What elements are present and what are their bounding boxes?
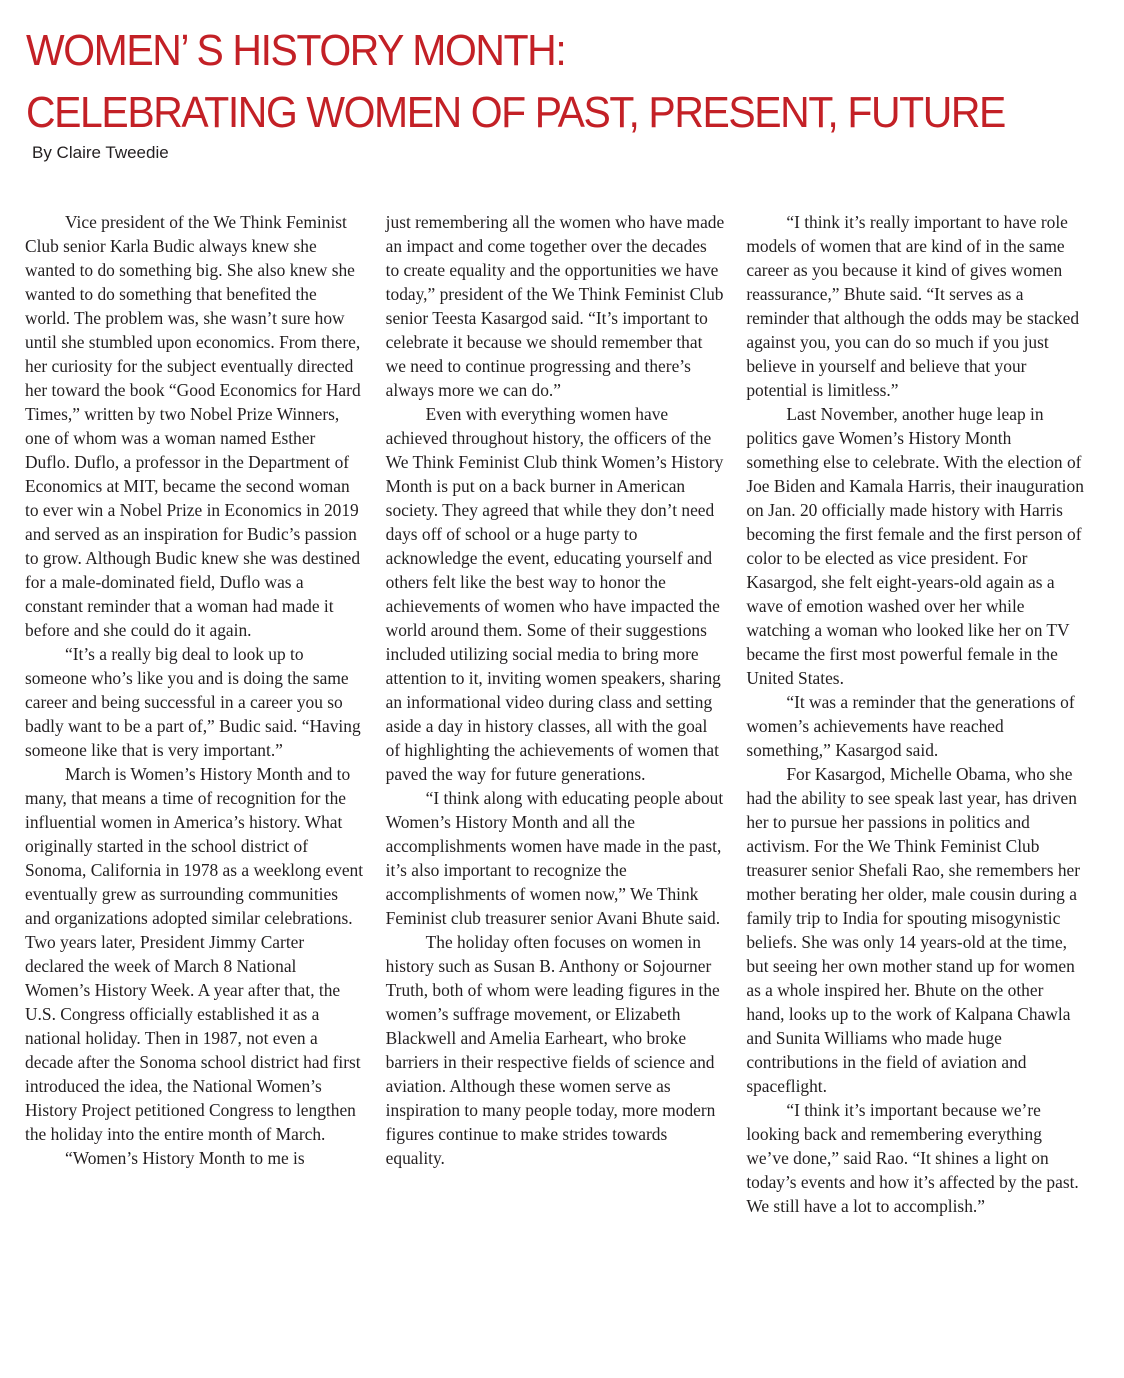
paragraph: Even with everything women have achieved throughout history, the officers of the We Think Feminist Club think Women’s History Month is put on a back burner in American society. They agreed that while they don’t need days off of school or a huge party to acknowledge the event, educating yourself and others felt like the best way to honor the achievements of women who have impacted the world around them. Some of their suggestions included utilizing social media to bring more attention to it, inviting women speakers, sharing an informational video during class and setting aside a day in history classes, all with the goal of highlighting the achievements of women that paved the way for future generations. bbox=[385, 404, 724, 784]
column-1 bbox=[25, 210, 364, 1350]
paragraph: “It was a reminder that the generations of women’s achievements have reached something,” Kasargod said. bbox=[746, 692, 1075, 760]
paragraph: “I think it’s important because we’re looking back and remembering everything we’ve done,” said Rao. “It shines a light on today’s events and how it’s affected by the past. We still have a lot to accomplish.” bbox=[746, 1100, 1079, 1216]
paragraph: Vice president of the We Think Feminist Club senior Karla Budic always knew she wanted to do something big. She also knew she wanted to do something that benefited the world. The problem was, she wasn’t sure how until she stumbled upon economics. From there, her curiosity for the subject eventually directed her toward the book “Good Economics for Hard Times,” written by two Nobel Prize Winners, one of whom was a woman named Esther Duflo. Duflo, a professor in the Department of Economics at MIT, became the second woman to ever win a Nobel Prize in Economics in 2019 and served as an inspiration for Budic’s passion to grow. Although Budic knew she was destined for a male-dominated field, Duflo was a constant reminder that a woman had made it before and she could do it again. bbox=[25, 212, 361, 640]
article-headline bbox=[26, 20, 1030, 144]
paragraph: Last November, another huge leap in politics gave Women’s History Month something else to celebrate. With the election of Joe Biden and Kamala Harris, their inauguration on Jan. 20 officially made history with Harris becoming the first female and the first person of color to be elected as vice president. For Kasargod, she felt eight-years-old again as a wave of emotion washed over her while watching a woman who looked like her on TV became the first most powerful female in the United States. bbox=[746, 404, 1084, 688]
byline: By Claire Tweedie bbox=[32, 143, 169, 162]
paragraph: “Women’s History Month to me is bbox=[65, 1148, 305, 1168]
headline-line-1: WOMEN’ S HISTORY MONTH: bbox=[26, 26, 566, 75]
column-3 bbox=[746, 210, 1085, 1350]
paragraph: “It’s a really big deal to look up to someone who’s like you and is doing the same career and being successful in a career you so badly want to be a part of,” Budic said. “Having someone like that is very important.” bbox=[25, 644, 361, 760]
paragraph: For Kasargod, Michelle Obama, who she had the ability to see speak last year, has driven her to pursue her passions in politics and activism. For the We Think Feminist Club treasurer senior Shefali Rao, she remembers her mother berating her older, male cousin during a family trip to India for spouting misogynistic beliefs. She was only 14 years-old at the time, but seeing her own mother stand up for women as a whole inspired her. Bhute on the other hand, looks up to the work of Kalpana Chawla and Sunita Williams who made huge contributions in the field of aviation and spaceflight. bbox=[746, 764, 1081, 1096]
paragraph: “I think it’s really important to have role models of women that are kind of in the same career as you because it kind of gives women reassurance,” Bhute said. “It serves as a reminder that although the odds may be stacked against you, you can do so much if you just believe in yourself and believe that your potential is limitless.” bbox=[746, 212, 1080, 400]
headline-line-2: CELEBRATING WOMEN OF PAST, PRESENT, FUTURE bbox=[26, 88, 1005, 137]
article-body bbox=[25, 210, 1085, 1350]
column-2 bbox=[386, 210, 725, 1350]
paragraph: “I think along with educating people about Women’s History Month and all the accomplishments women have made in the past, it’s also important to recognize the accomplishments of women now,” We Think Feminist club treasurer senior Avani Bhute said. bbox=[385, 788, 724, 928]
paragraph: just remembering all the women who have made an impact and come together over the decades to create equality and the opportunities we have today,” president of the We Think Feminist Club senior Teesta Kasargod said. “It’s important to celebrate it because we should remember that we need to continue progressing and there’s always more we can do.” bbox=[385, 212, 725, 400]
paragraph: The holiday often focuses on women in history such as Susan B. Anthony or Sojourner Truth, both of whom were leading figures in the women’s suffrage movement, or Elizabeth Blackwell and Amelia Earheart, who broke barriers in their respective fields of science and aviation. Although these women serve as inspiration to many people today, more modern figures continue to make strides towards equality. bbox=[385, 932, 720, 1168]
paragraph: March is Women’s History Month and to many, that means a time of recognition for the influential women in America’s history. What originally started in the school district of Sonoma, California in 1978 as a weeklong event eventually grew as surrounding communities and organizations adopted similar celebrations. Two years later, President Jimmy Carter declared the week of March 8 National Women’s History Week. A year after that, the U.S. Congress officially established it as a national holiday. Then in 1987, not even a decade after the Sonoma school district had first introduced the idea, the National Women’s History Project petitioned Congress to lengthen the holiday into the entire month of March. bbox=[25, 764, 364, 1144]
